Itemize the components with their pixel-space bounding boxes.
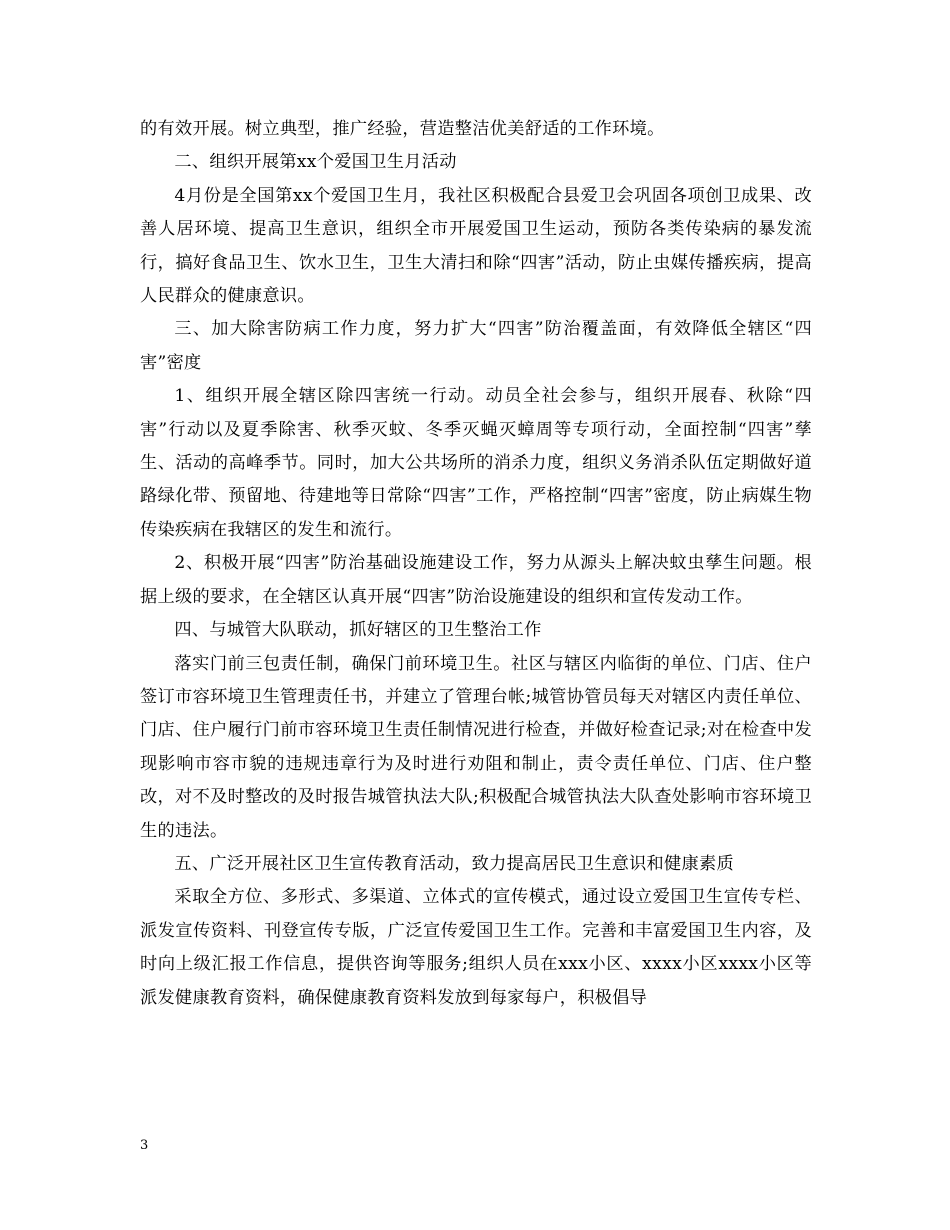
paragraph-1: 的有效开展。树立典型，推广经验，营造整洁优美舒适的工作环境。 bbox=[140, 119, 665, 139]
page-number: 3 bbox=[140, 1138, 149, 1153]
paragraph-10: 采取全方位、多形式、多渠道、立体式的宣传模式，通过设立爱国卫生宣传专栏、派发宣传资料、刊登宣传专版，广泛宣传爱国卫生工作。完善和丰富爱国卫生内容，及时向上级汇报工作信息，提供咨询等服务;组织人员在xxx小区、xxxx小区xxxx小区等派发健康教育资料，确保健康教育资料发放到每家每户，积极倡导 bbox=[140, 887, 812, 1008]
paragraph-3: 4月份是全国第xx个爱国卫生月，我社区积极配合县爱卫会巩固各项创卫成果、改善人居环境、提高卫生意识，组织全市开展爱国卫生运动，预防各类传染病的暴发流行，搞好食品卫生、饮水卫生，卫生大清扫和除“四害”活动，防止虫媒传播疾病，提高人民群众的健康意识。 bbox=[140, 185, 812, 307]
heading-4: 四、与城管大队联动，抓好辖区的卫生整治工作 bbox=[174, 620, 542, 641]
heading-3: 三、加大除害防病工作力度，努力扩大“四害”防治覆盖面，有效降低全辖区“四害”密度 bbox=[140, 319, 812, 373]
paragraph-5: 1、组织开展全辖区除四害统一行动。动员全社会参与，组织开展春、秋除“四害”行动以及夏季除害、秋季灭蚊、冬季灭蝇灭蟑周等专项行动，全面控制“四害”孳生、活动的高峰季节。同时，加大公共场所的消杀力度，组织义务消杀队伍定期做好道路绿化带、预留地、待建地等日常除“四害”工作，严格控制“四害”密度，防止病媒生物传染疾病在我辖区的发生和流行。 bbox=[140, 386, 812, 540]
paragraph-6: 2、积极开展“四害”防治基础设施建设工作，努力从源头上解决蚊虫孳生问题。根据上级的要求，在全辖区认真开展“四害”防治设施建设的组织和宣传发动工作。 bbox=[140, 553, 812, 607]
heading-5: 五、广泛开展社区卫生宣传教育活动，致力提高居民卫生意识和健康素质 bbox=[174, 853, 734, 874]
document-body bbox=[140, 113, 812, 1015]
paragraph-8: 落实门前三包责任制，确保门前环境卫生。社区与辖区内临街的单位、门店、住户签订市容环境卫生管理责任书，并建立了管理台帐;城管协管员每天对辖区内责任单位、门店、住户履行门前市容环境卫生责任制情况进行检查，并做好检查记录;对在检查中发现影响市容市貌的违规违章行为及时进行劝阻和制止，责令责任单位、门店、住户整改，对不及时整改的及时报告城管执法大队;积极配合城管执法大队查处影响市容环境卫生的违法。 bbox=[140, 653, 812, 841]
heading-2: 二、组织开展第xx个爱国卫生月活动 bbox=[174, 152, 457, 173]
